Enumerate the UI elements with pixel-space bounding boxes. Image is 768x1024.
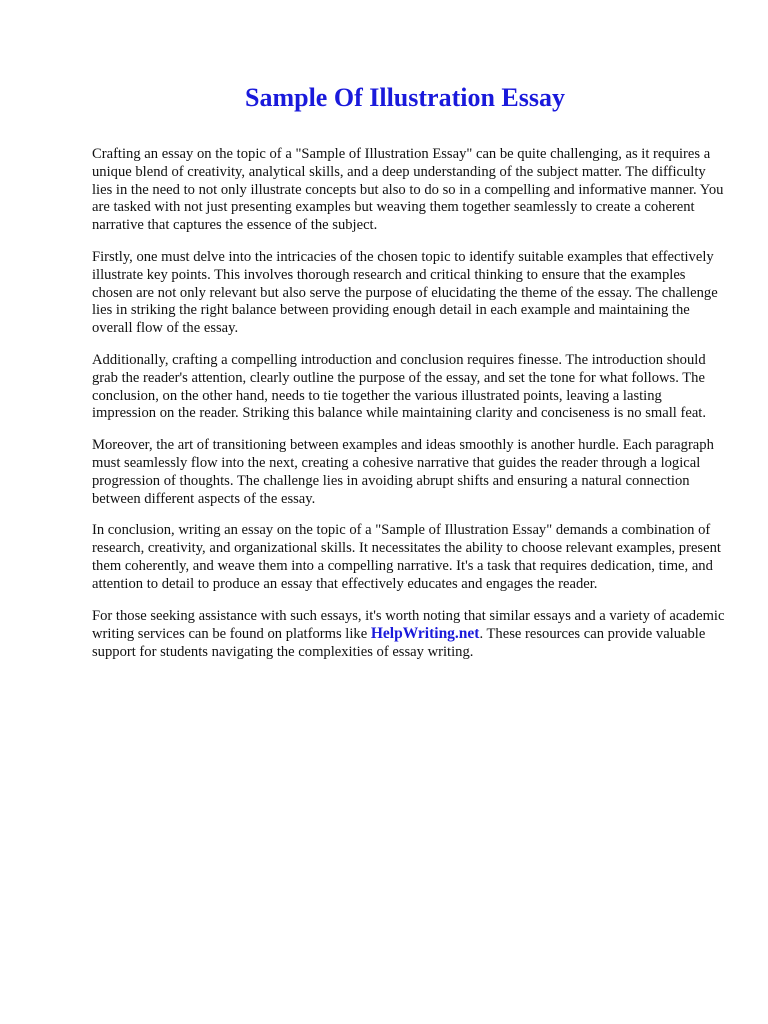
document-title: Sample Of Illustration Essay bbox=[245, 83, 565, 112]
paragraph-4: Moreover, the art of transitioning between examples and ideas smoothly is another hurdle. Each paragraph must seamlessly flow into the next, creating a cohesive narrative that guides the reader through a logical progression of thoughts. The challenge lies in avoiding abrupt shifts and ensuring a natural connection between different aspects of the essay. bbox=[92, 437, 714, 507]
paragraph-6-text-after-link: . These resources can provide valuable support for students navigating the complexities of essay writing. bbox=[92, 626, 706, 661]
paragraph-6 bbox=[92, 608, 728, 662]
paragraph-2: Firstly, one must delve into the intricacies of the chosen topic to identify suitable examples that effectively illustrate key points. This involves thorough research and critical thinking to ensure that the examples chosen are not only relevant but also serve the purpose of elucidating the theme of the essay. The challenge lies in striking the right balance between providing enough detail in each example and maintaining the overall flow of the essay. bbox=[92, 248, 718, 337]
paragraph-6-text-before-link: For those seeking assistance with such essays, it's worth noting that similar essays and a variety of academic writing services can be found on platforms like bbox=[92, 607, 725, 643]
document-body bbox=[92, 146, 728, 676]
paragraph-5: In conclusion, writing an essay on the topic of a "Sample of Illustration Essay" demands a combination of research, creativity, and organizational skills. It necessitates the ability to choose relevant examples, present them coherently, and weave them into a compelling narrative. It's a task that requires dedication, time, and attention to detail to produce an essay that effectively educates and engages the reader. bbox=[92, 522, 721, 592]
paragraph-1: Crafting an essay on the topic of a "Sample of Illustration Essay" can be quite challenging, as it requires a unique blend of creativity, analytical skills, and a deep understanding of the subject matter. The difficulty lies in the need to not only illustrate concepts but also to do so in a compelling and informative manner. You are tasked with not just presenting examples but weaving them together seamlessly to create a coherent narrative that captures the essence of the subject. bbox=[92, 146, 724, 234]
helpwriting-link[interactable]: HelpWriting.net bbox=[370, 625, 480, 643]
paragraph-3: Additionally, crafting a compelling introduction and conclusion requires finesse. The introduction should grab the reader's attention, clearly outline the purpose of the essay, and set the tone for what follows. The conclusion, on the other hand, needs to tie together the various illustrated points, leaving a lasting impression on the reader. Striking this balance while maintaining clarity and conciseness is no small feat. bbox=[92, 351, 706, 422]
